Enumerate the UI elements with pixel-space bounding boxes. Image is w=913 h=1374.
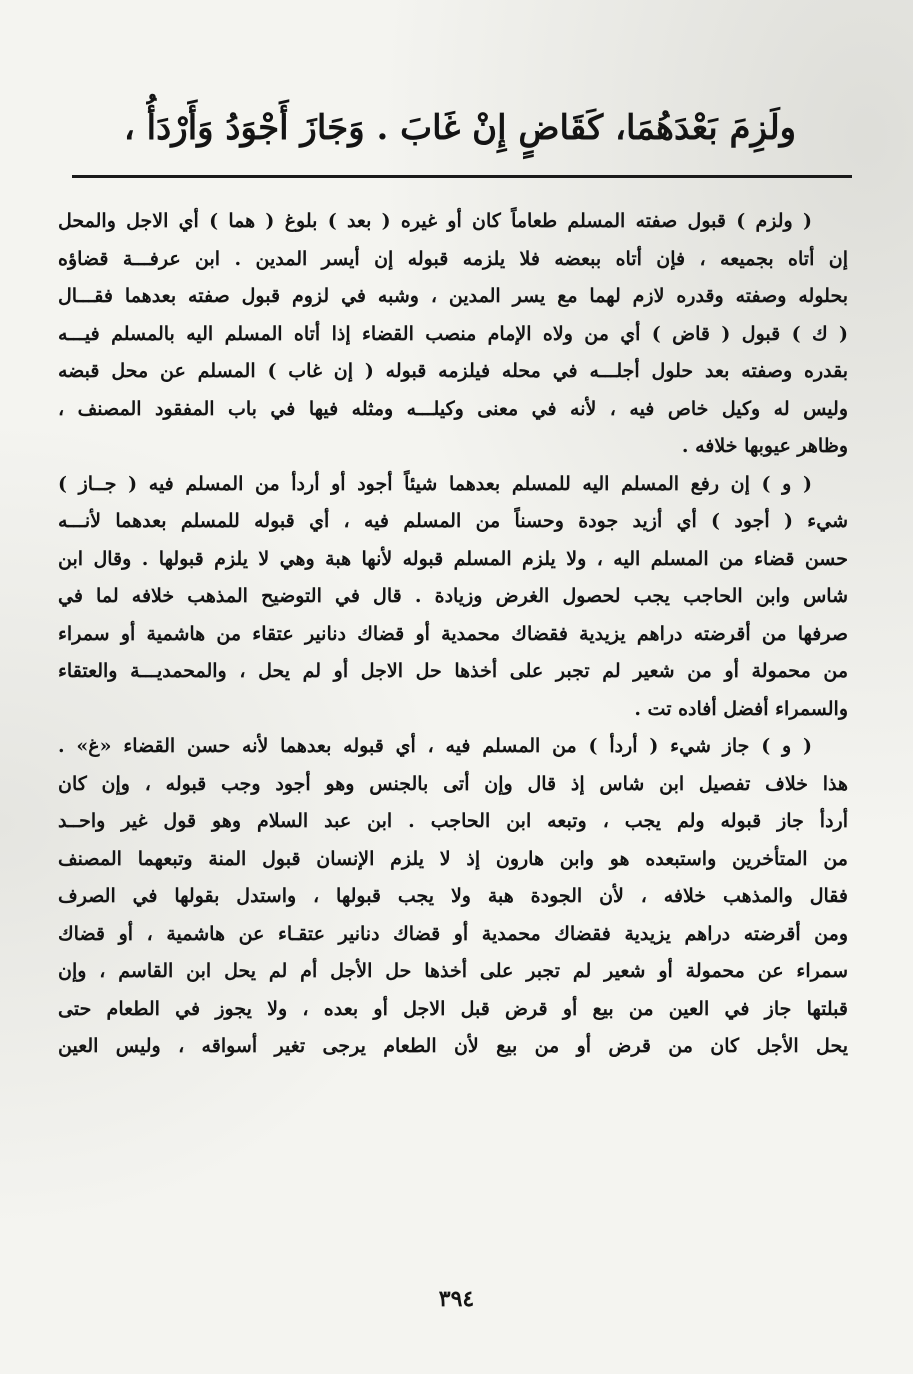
header-rule: [72, 175, 852, 178]
text-line: يحل الأجل كان من قرض أو من بيع لأن الطعام يرجى تغير أسواقه ، وليس العين: [58, 1035, 848, 1057]
paragraph-3: [58, 728, 848, 1066]
text-line: ( و ) إن رفع المسلم اليه للمسلم بعدهما شيئاً أجود أو أردأ من المسلم فيه ( جــاز ): [58, 472, 812, 495]
commentary-body: [58, 203, 848, 1066]
text-line: من محمولة أو من شعير لم تجبر على أخذها حل الاجل أو لم يحل ، والمحمديـــة والعتقاء: [58, 660, 848, 682]
text-line: قبلتها جاز في العين من بيع أو قرض قبل الاجل أو بعده ، ولا يجوز في الطعام حتى: [58, 997, 848, 1020]
text-line: شاس وابن الحاجب يجب لحصول الغرض وزيادة . قال في التوضيح المذهب خلافه لما في: [58, 585, 848, 607]
text-line: بقدره وصفته بعد حلول أجلـــه في محله فيلزمه قبوله ( إن غاب ) المسلم عن محل قبضه: [58, 360, 848, 382]
text-line: من المتأخرين واستبعده هو وابن هارون إذ لا يلزم الإنسان قبول المنة وتبعهما المصنف: [58, 847, 848, 870]
text-line: فقال والمذهب خلافه ، لأن الجودة هبة ولا يجب قبولها ، واستدل بقولها في الصرف: [58, 885, 848, 907]
text-line: بحلوله وصفته وقدره لازم لهما مع يسر المدين ، وشبه في لزوم قبول صفته بعدهما فقـــال: [58, 285, 848, 307]
paragraph-1: [58, 203, 848, 466]
text-line: ( ك ) قبول ( قاض ) أي من ولاه الإمام منصب القضاء إذا أتاه المسلم اليه بالمسلم فيـــه: [58, 322, 848, 345]
text-line: ومن أقرضته دراهم يزيدية فقضاك محمدية أو قضاك دنانير عتقـاء عن هاشمية ، أو قضاك: [58, 922, 848, 945]
text-line: والسمراء أفضل أفاده تت .: [634, 697, 848, 720]
text-line: إن أتاه بجميعه ، فإن أتاه ببعضه فلا يلزمه قبوله إن أيسر المدين . ابن عرفـــة قضاؤه: [58, 247, 848, 270]
text-line: هذا خلاف تفصيل ابن شاس إذ قال وإن أتى بالجنس وهو أجود وجب قبوله ، وإن كان: [58, 772, 848, 795]
text-line: شيء ( أجود ) أي أزيد جودة وحسناً من المسلم فيه ، أي قبوله للمسلم بعدهما لأنـــه: [58, 510, 848, 532]
paragraph-2: [58, 466, 848, 729]
matn-header: ولَزِمَ بَعْدَهُمَا، كَقَاضٍ إِنْ غَابَ . وَجَازَ أَجْوَدُ وَأَرْدَأُ ،: [123, 108, 797, 148]
text-line: أردأ جاز قبوله ولم يجب ، وتبعه ابن الحاجب . ابن عبد السلام وهو قول غير واحــد: [58, 810, 848, 832]
text-line: وليس له وكيل خاص فيه ، لأنه في معنى وكيلـــه ومثله فيها في باب المفقود المصنف ،: [58, 397, 848, 420]
text-line: وظاهر عيوبها خلافه .: [681, 435, 848, 457]
page-number: ٣٩٤: [438, 1286, 475, 1312]
text-line: ( ولزم ) قبول صفته المسلم طعاماً كان أو غيره ( بعد ) بلوغ ( هما ) أي الاجل والمحل: [58, 210, 812, 232]
text-line: صرفها من أقرضته دراهم يزيدية فقضاك محمدية أو قضاك دنانير عتقاء من هاشمية أو سمراء: [58, 622, 848, 645]
text-line: ( و ) جاز شيء ( أردأ ) من المسلم فيه ، أي قبوله بعدهما لأنه حسن القضاء «غ» .: [58, 735, 812, 757]
text-line: حسن قضاء من المسلم اليه ، ولا يلزم المسلم قبوله لأنها هبة وهي لا يلزم قبولها . وقال ابن: [58, 547, 848, 570]
text-line: سمراء عن محمولة أو شعير لم تجبر على أخذها حل الأجل أم لم يحل ابن القاسم ، وإن: [58, 960, 848, 982]
